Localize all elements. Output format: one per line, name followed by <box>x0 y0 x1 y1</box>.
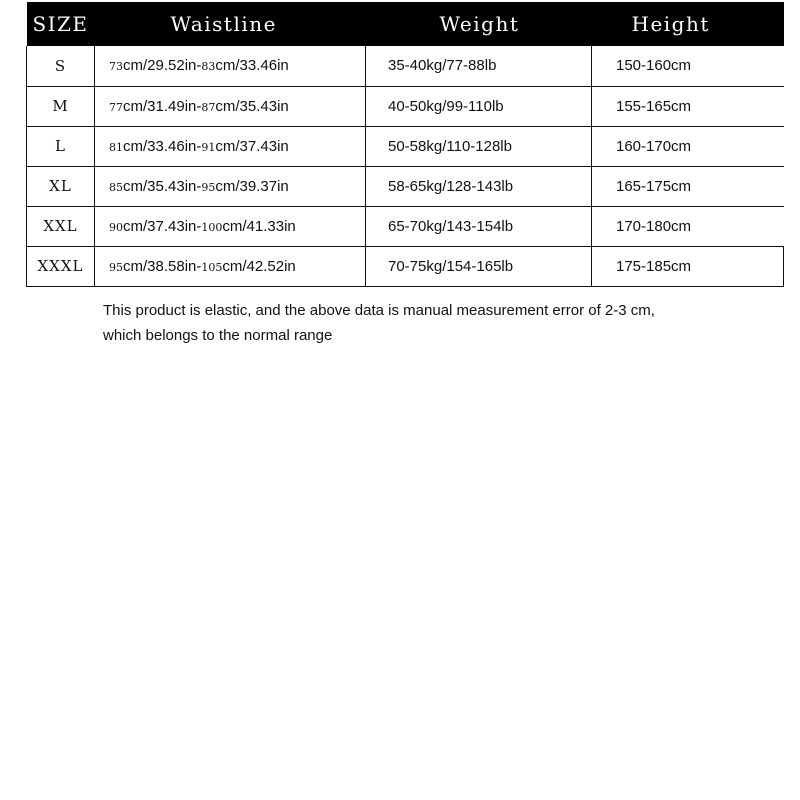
cell-height: 150-160cm <box>592 46 784 86</box>
cell-waistline <box>95 46 366 86</box>
cell-size: XXL <box>27 206 95 246</box>
table-row <box>27 166 784 206</box>
cell-height: 175-185cm <box>592 246 784 286</box>
note-line-2: which belongs to the normal range <box>103 327 333 344</box>
waist-to-cm: 87 <box>201 100 216 114</box>
cell-size: XXXL <box>27 246 95 286</box>
cell-weight: 40-50kg/99-110lb <box>366 86 592 126</box>
cell-weight: 70-75kg/154-165lb <box>366 246 592 286</box>
waist-to-cm: 83 <box>201 60 216 74</box>
header-size: SIZE <box>32 12 89 36</box>
cell-size: L <box>27 126 95 166</box>
waist-to-rest: cm/37.43in <box>215 137 289 155</box>
cell-waistline <box>95 206 366 246</box>
waist-from-cm: 77 <box>109 100 123 114</box>
waist-to-cm: 91 <box>201 140 216 154</box>
cell-waistline <box>95 126 366 166</box>
waist-from-cm: 81 <box>109 140 123 154</box>
note-line-1: This product is elastic, and the above data is manual measurement error of 2-3 cm, <box>103 302 655 319</box>
cell-waistline <box>95 166 366 206</box>
cell-size: S <box>27 46 95 86</box>
waist-from-rest: cm/33.46in- <box>123 137 202 155</box>
cell-height: 165-175cm <box>592 166 784 206</box>
waist-to-rest: cm/39.37in <box>215 177 289 195</box>
header-height: Height <box>631 12 710 36</box>
cell-height: 155-165cm <box>592 86 784 126</box>
waist-to-cm: 95 <box>201 180 216 194</box>
header-waistline: Waistline <box>170 12 277 36</box>
waist-from-cm: 95 <box>109 260 123 274</box>
cell-height: 160-170cm <box>592 126 784 166</box>
size-chart-table <box>26 2 784 287</box>
waist-to-rest: cm/42.52in <box>222 257 296 275</box>
measurement-note <box>103 298 743 348</box>
header-row <box>27 2 784 46</box>
table-row <box>27 206 784 246</box>
cell-weight: 58-65kg/128-143lb <box>366 166 592 206</box>
cell-weight: 65-70kg/143-154lb <box>366 206 592 246</box>
waist-from-cm: 90 <box>109 220 123 234</box>
table-row <box>27 86 784 126</box>
waist-from-rest: cm/38.58in- <box>123 257 202 275</box>
waist-to-cm: 100 <box>201 220 223 234</box>
waist-from-rest: cm/35.43in- <box>123 177 202 195</box>
cell-waistline <box>95 246 366 286</box>
cell-size: M <box>27 86 95 126</box>
table-row <box>27 246 784 286</box>
cell-weight: 50-58kg/110-128lb <box>366 126 592 166</box>
waist-to-cm: 105 <box>201 260 223 274</box>
waist-to-rest: cm/41.33in <box>222 217 296 235</box>
waist-to-rest: cm/35.43in <box>215 97 289 115</box>
cell-size: XL <box>27 166 95 206</box>
cell-weight: 35-40kg/77-88lb <box>366 46 592 86</box>
table-row <box>27 126 784 166</box>
cell-waistline <box>95 86 366 126</box>
waist-from-cm: 73 <box>109 60 123 74</box>
waist-from-cm: 85 <box>109 180 123 194</box>
waist-from-rest: cm/37.43in- <box>123 217 202 235</box>
cell-height: 170-180cm <box>592 206 784 246</box>
waist-to-rest: cm/33.46in <box>215 57 289 75</box>
waist-from-rest: cm/29.52in- <box>123 57 202 75</box>
table-row <box>27 46 784 86</box>
waist-from-rest: cm/31.49in- <box>123 97 202 115</box>
header-weight: Weight <box>439 12 520 36</box>
